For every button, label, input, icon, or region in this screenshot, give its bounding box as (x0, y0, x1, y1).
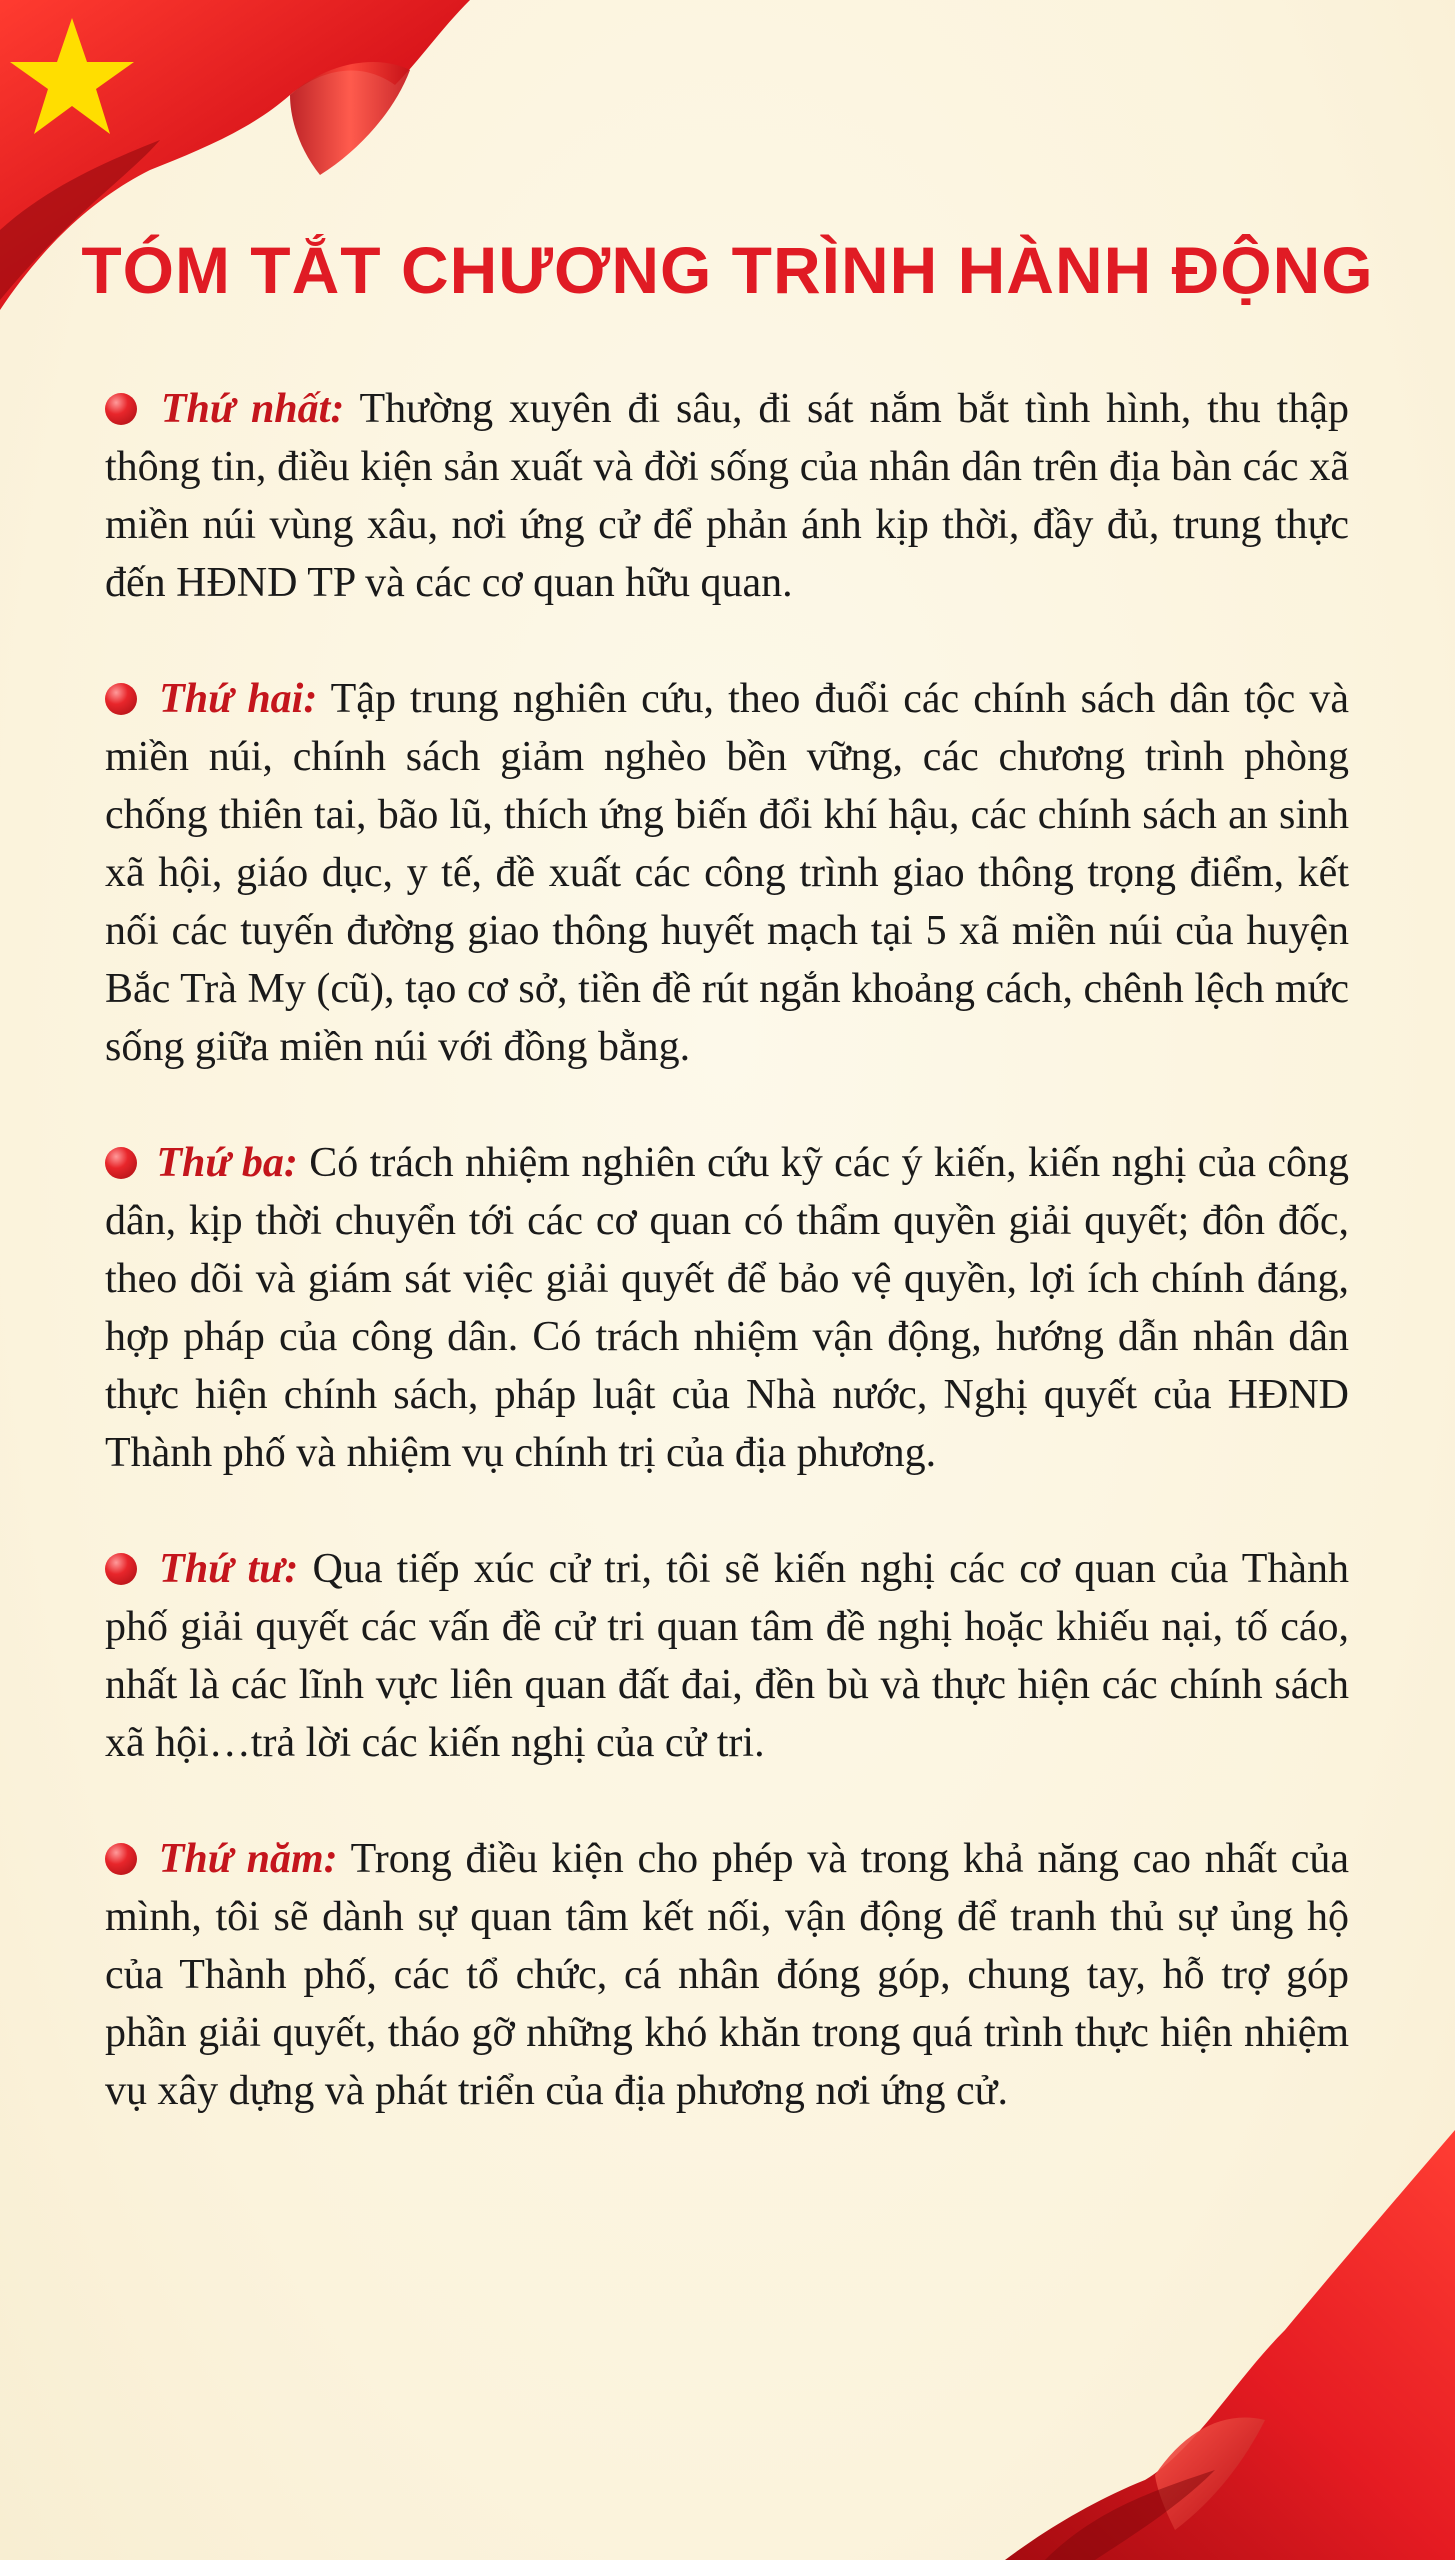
action-item-text: Tập trung nghiên cứu, theo đuổi các chính sách dân tộc và miền núi, chính sách giảm nghèo bền vững, các chương trình phòng chống thiên tai, bão lũ, thích ứng biến đổi khí hậu, các chính sách an sinh xã hội, giáo dục, y tế, đề xuất các công trình giao thông trọng điểm, kết nối các tuyến đường giao thông huyết mạch tại 5 xã miền núi của huyện Bắc Trà My (cũ), tạo cơ sở, tiền đề rút ngắn khoảng cách, chênh lệch mức sống giữa miền núi với đồng bằng. (105, 676, 1349, 1070)
flag-ribbon-bottom-right (985, 2130, 1455, 2560)
bullet-icon (105, 1147, 137, 1179)
bullet-icon (105, 1843, 137, 1875)
action-item-text: Thường xuyên đi sâu, đi sát nắm bắt tình hình, thu thập thông tin, điều kiện sản xuất và đời sống của nhân dân trên địa bàn các xã miền núi vùng xâu, nơi ứng cử để phản ánh kịp thời, đầy đủ, trung thực đến HĐND TP và các cơ quan hữu quan. (105, 386, 1349, 606)
action-item-3 (105, 1134, 1349, 1482)
action-item-2 (105, 670, 1349, 1076)
action-item-lead: Thứ năm: (158, 1836, 338, 1882)
action-item-text: Có trách nhiệm nghiên cứu kỹ các ý kiến, kiến nghị của công dân, kịp thời chuyển tới các cơ quan có thẩm quyền giải quyết; đôn đốc, theo dõi và giám sát việc giải quyết để bảo vệ quyền, lợi ích chính đáng, hợp pháp của công dân. Có trách nhiệm vận động, hướng dẫn nhân dân thực hiện chính sách, pháp luật của Nhà nước, Nghị quyết của HĐND Thành phố và nhiệm vụ chính trị của địa phương. (105, 1140, 1350, 1476)
bullet-icon (105, 393, 137, 425)
action-item-lead: Thứ nhất: (160, 386, 345, 432)
page-title: TÓM TẮT CHƯƠNG TRÌNH HÀNH ĐỘNG (81, 233, 1374, 307)
bullet-icon (105, 683, 137, 715)
action-item-lead: Thứ hai: (159, 676, 318, 722)
action-item-text: Trong điều kiện cho phép và trong khả năng cao nhất của mình, tôi sẽ dành sự quan tâm kết nối, vận động để tranh thủ sự ủng hộ của Thành phố, các tổ chức, cá nhân đóng góp, chung tay, hỗ trợ góp phần giải quyết, tháo gỡ những khó khăn trong quá trình thực hiện nhiệm vụ xây dựng và phát triển của địa phương nơi ứng cử. (105, 1836, 1349, 2114)
bullet-icon (105, 1553, 137, 1585)
action-item-1 (105, 380, 1349, 612)
action-item-lead: Thứ ba: (156, 1140, 298, 1186)
action-item-5 (105, 1830, 1349, 2120)
action-item-4 (105, 1540, 1349, 1772)
action-list (105, 380, 1349, 2178)
action-item-text: Qua tiếp xúc cử tri, tôi sẽ kiến nghị các cơ quan của Thành phố giải quyết các vấn đề cử tri quan tâm đề nghị hoặc khiếu nại, tố cáo, nhất là các lĩnh vực liên quan đất đai, đền bù và thực hiện các chính sách xã hội…trả lời các kiến nghị của cử tri. (105, 1546, 1350, 1766)
action-item-lead: Thứ tư: (159, 1546, 299, 1592)
